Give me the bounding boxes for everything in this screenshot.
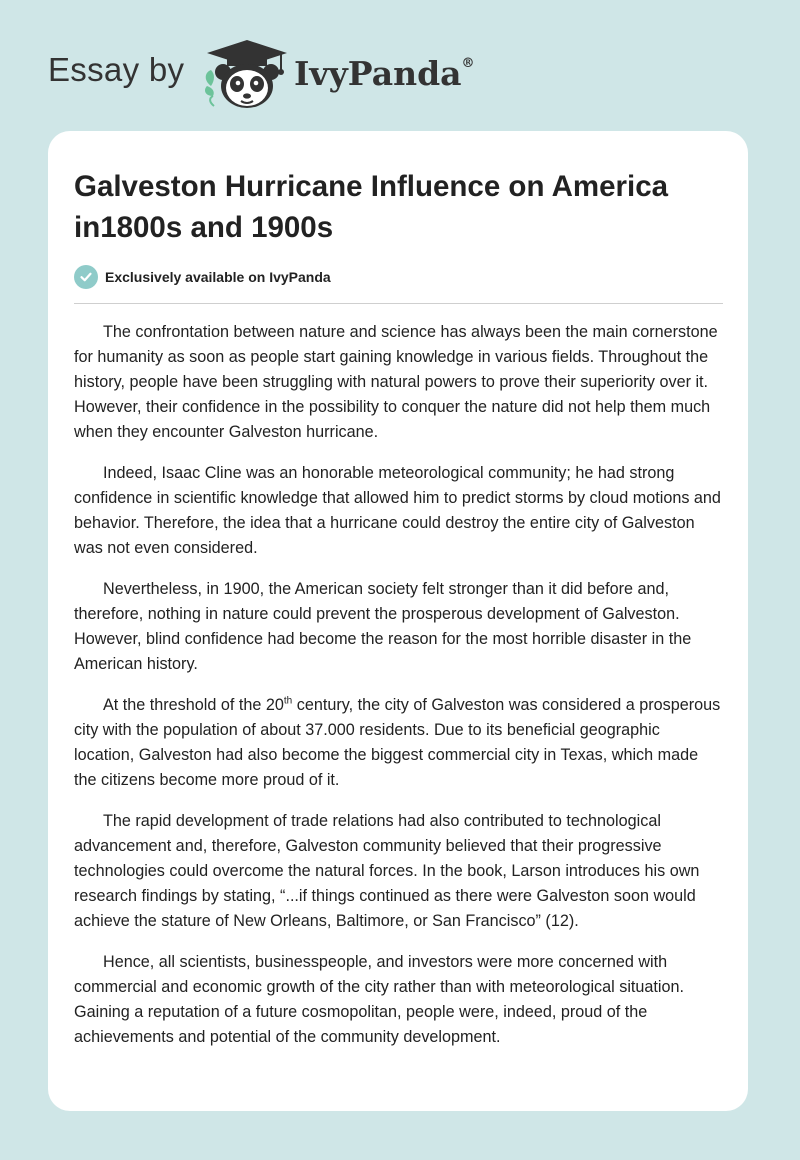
essay-by-label: Essay by — [48, 51, 185, 88]
paragraph-2: Indeed, Isaac Cline was an honorable meteorological community; he had strong confidence in scientific knowledge that allowed him to predict storms by cloud motions and behavior. Therefore, the idea that a hurricane could destroy the entire city of Galveston was not even considered. — [74, 464, 721, 557]
brand-name[interactable]: IvyPanda® — [294, 54, 475, 93]
essay-body — [74, 320, 724, 1066]
paragraph-5: The rapid development of trade relations had also contributed to technological advancement and, therefore, Galveston community believed that their progressive technologies could overcome the natural forces. In the book, Larson introduces his own research findings by stating, “...if things continued as there were Galveston soon would achieve the stature of New Orleans, Baltimore, or San Francisco” (12). — [74, 812, 700, 930]
essay-card — [48, 131, 748, 1111]
check-circle-icon — [74, 265, 98, 289]
registered-mark: ® — [461, 56, 475, 71]
paragraph-4: At the threshold of the 20th century, the city of Galveston was considered a prosperous city with the population of about 37.000 residents. Due to its beneficial geographic location, Galveston had also become the biggest commercial city in Texas, which made the citizens become more proud of it. — [74, 695, 721, 789]
essay-title: Galveston Hurricane Influence on America in1800s and 1900s — [74, 170, 669, 244]
paragraph-3: Nevertheless, in 1900, the American society felt stronger than it did before and, therefore, nothing in nature could prevent the prosperous development of Galveston. However, blind confidence had become the reason for the most horrible disaster in the American history. — [74, 580, 692, 673]
exclusive-badge-label: Exclusively available on IvyPanda — [105, 269, 331, 285]
panda-graduate-icon — [201, 36, 293, 110]
paragraph-6: Hence, all scientists, businesspeople, and investors were more concerned with commercial and economic growth of the city rather than with meteorological situation. Gaining a reputation of a future cosmopolitan, people were, indeed, proud of the achievements and potential of the community development. — [74, 953, 685, 1046]
paragraph-1: The confrontation between nature and science has always been the main cornerstone for humanity as soon as people start gaining knowledge in various fields. Throughout the history, people have been struggling with natural powers to prove their superiority over it. However, their confidence in the possibility to conquer the nature did not help them much when they encounter Galveston hurricane. — [74, 323, 718, 441]
superscript-th: th — [283, 695, 293, 707]
title-divider — [74, 303, 723, 304]
exclusive-badge — [74, 264, 331, 290]
site-header — [48, 32, 548, 112]
